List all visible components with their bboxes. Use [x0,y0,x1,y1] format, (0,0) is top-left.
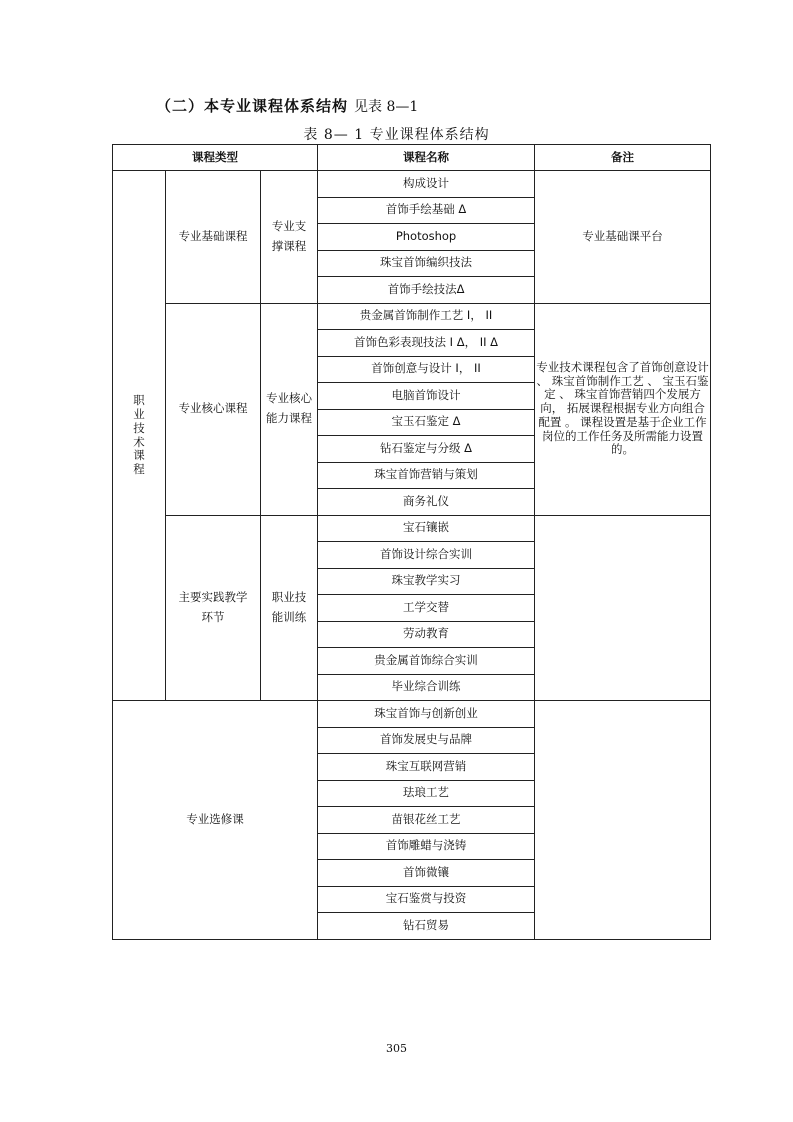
course-name: 宝石镶嵌 [318,515,535,542]
section-heading-title: （二）本专业课程体系结构 [156,97,349,115]
course-name: 钻石贸易 [318,913,535,940]
course-type-practice-text: 主要实践教学环节 [178,590,248,624]
course-name: 宝石鉴赏与投资 [318,886,535,913]
course-name: 钻石鉴定与分级 Δ [318,436,535,463]
course-name: 珠宝首饰与创新创业 [318,701,535,728]
course-name: 首饰雕蜡与浇铸 [318,833,535,860]
table-row [113,701,711,728]
course-type-foundation: 专业基础课程 [166,171,261,304]
table-row [113,303,711,330]
course-name: 首饰设计综合实训 [318,542,535,569]
course-name: 苗银花丝工艺 [318,807,535,834]
category-vocational-text: 职业技术课程 [133,393,145,477]
course-name: 宝玉石鉴定 Δ [318,409,535,436]
course-name: 首饰手绘基础 Δ [318,197,535,224]
table-header-row [113,145,711,171]
table-caption: 表 8— 1 专业课程体系结构 [303,127,490,143]
course-name: 珐琅工艺 [318,780,535,807]
note-practice [535,515,711,701]
course-table-body [113,145,711,940]
course-name: 构成设计 [318,171,535,198]
course-name: 劳动教育 [318,621,535,648]
course-name: 贵金属首饰制作工艺 I， II [318,303,535,330]
note-elective [535,701,711,940]
table-row [113,515,711,542]
course-name: 首饰创意与设计 I， II [318,356,535,383]
section-heading-ref: 见表 8—1 [354,99,419,115]
sub-type-core-text: 专业核心能力课程 [266,391,313,425]
sub-type-core [261,303,318,515]
course-name: 工学交替 [318,595,535,622]
course-name: Photoshop [318,224,535,251]
note-foundation: 专业基础课平台 [535,171,711,304]
course-name: 珠宝首饰营销与策划 [318,462,535,489]
sub-type-foundation [261,171,318,304]
course-name: 毕业综合训练 [318,674,535,701]
sub-type-practice-text: 职业技能训练 [271,590,307,624]
course-name: 首饰发展史与品牌 [318,727,535,754]
page-number: 305 [386,1042,407,1055]
course-name: 商务礼仪 [318,489,535,516]
sub-type-practice [261,515,318,701]
note-core: 专业技术课程包含了首饰创意设计 、 珠宝首饰制作工艺 、 宝玉石鉴定 、 珠宝首饰营销四个发展方向， 拓展课程根据专业方向组合配置 。 课程设置是基于企业工作岗位的工作任务及所需能力设置的。 [535,303,711,515]
course-name: 首饰手绘技法Δ [318,277,535,304]
course-structure-table [112,144,711,940]
header-note: 备注 [535,145,711,171]
course-name: 珠宝教学实习 [318,568,535,595]
course-name: 首饰微镶 [318,860,535,887]
course-name: 首饰色彩表现技法 I Δ， II Δ [318,330,535,357]
sub-type-foundation-text: 专业支撑课程 [271,219,307,253]
course-name: 珠宝互联网营销 [318,754,535,781]
course-name: 贵金属首饰综合实训 [318,648,535,675]
course-type-practice [166,515,261,701]
section-heading [156,95,418,116]
header-course-name: 课程名称 [318,145,535,171]
course-type-elective: 专业选修课 [113,701,318,940]
course-type-core: 专业核心课程 [166,303,261,515]
category-vocational [113,171,166,701]
table-row [113,171,711,198]
course-name: 珠宝首饰编织技法 [318,250,535,277]
course-name: 电脑首饰设计 [318,383,535,410]
header-course-type: 课程类型 [113,145,318,171]
